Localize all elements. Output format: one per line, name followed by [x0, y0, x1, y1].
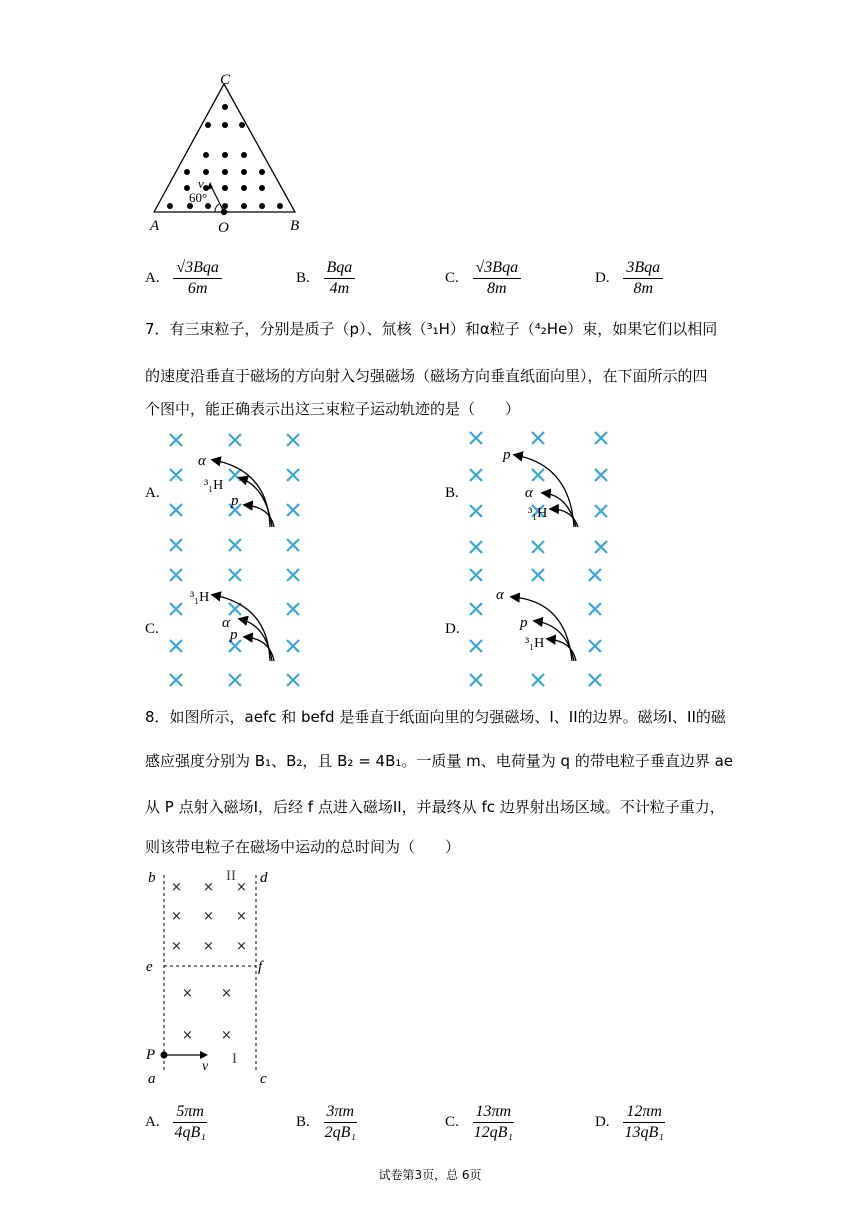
- q7-panel-b[interactable]: [470, 432, 607, 553]
- label-v: v: [202, 1059, 209, 1074]
- option-letter: C.: [445, 1113, 459, 1130]
- svg-text:×: ×: [182, 1028, 193, 1043]
- fraction-numerator: √3Bqa: [473, 258, 522, 279]
- svg-text:×: ×: [171, 880, 182, 895]
- q7-panel-a[interactable]: [170, 434, 299, 527]
- fraction-denominator: 4m: [329, 280, 350, 297]
- q8-line-4: 则该带电粒子在磁场中运动的总时间为（ ）: [145, 838, 461, 856]
- label-b: b: [148, 870, 156, 886]
- svg-text:×: ×: [203, 939, 214, 954]
- fraction-numerator: Bqa: [324, 258, 356, 279]
- fraction-denominator: 12qB₁: [473, 1124, 513, 1141]
- q6-option-b[interactable]: [296, 258, 355, 299]
- q8-line-2: 感应强度分别为 B₁、B₂，且 B₂ = 4B₁。一质量 m、电荷量为 q 的带电粒子垂直边界 ae: [145, 752, 734, 770]
- svg-text:×: ×: [236, 939, 247, 954]
- label-tritium: ³₁H: [190, 590, 210, 605]
- svg-text:×: ×: [236, 909, 247, 924]
- label-p: P: [146, 1047, 156, 1063]
- label-a: a: [148, 1071, 156, 1087]
- q7-option-b-letter[interactable]: B.: [445, 485, 459, 501]
- fraction-denominator: 6m: [187, 280, 208, 297]
- q7-panel-d[interactable]: [470, 569, 601, 686]
- fraction-denominator: 8m: [487, 280, 507, 297]
- label-proton: p: [520, 615, 528, 631]
- q7-option-c-letter[interactable]: C.: [145, 621, 159, 637]
- option-letter: A.: [145, 269, 160, 286]
- option-letter: D.: [595, 1113, 610, 1130]
- q7-option-d-letter[interactable]: D.: [445, 621, 460, 637]
- q8-option-d[interactable]: [595, 1102, 665, 1143]
- region-ii-label: II: [226, 868, 236, 884]
- fraction-numerator: 5πm: [173, 1102, 207, 1123]
- label-c: c: [260, 1071, 267, 1087]
- label-alpha: α: [496, 587, 504, 603]
- fraction-denominator: 4qB₁: [174, 1124, 206, 1141]
- q8-option-b[interactable]: [296, 1102, 357, 1143]
- option-letter: B.: [296, 1113, 310, 1130]
- label-tritium: ³₁H: [528, 506, 548, 521]
- q6-option-d[interactable]: [595, 258, 663, 299]
- vertex-b-label: B: [290, 218, 300, 234]
- region-i-label: I: [232, 1051, 237, 1067]
- label-alpha: α: [198, 453, 206, 469]
- label-alpha: α: [525, 485, 533, 501]
- q7-line-3: 个图中，能正确表示出这三束粒子运动轨迹的是（ ）: [145, 400, 521, 418]
- svg-text:×: ×: [171, 939, 182, 954]
- angle-label: 60°: [189, 190, 208, 205]
- svg-text:×: ×: [182, 986, 193, 1001]
- label-proton: p: [503, 447, 511, 463]
- q8-option-a[interactable]: [145, 1102, 207, 1143]
- svg-text:×: ×: [221, 1028, 232, 1043]
- q6-option-c[interactable]: [445, 258, 521, 299]
- svg-text:×: ×: [171, 909, 182, 924]
- label-tritium: ³₁H: [204, 478, 224, 493]
- q7-line-2: 的速度沿垂直于磁场的方向射入匀强磁场（磁场方向垂直纸面向里），在下面所示的四: [145, 367, 708, 385]
- velocity-label: v: [198, 176, 204, 191]
- q7-option-a-letter[interactable]: A.: [145, 485, 160, 501]
- label-proton: p: [230, 627, 238, 643]
- option-letter: D.: [595, 269, 610, 286]
- svg-text:×: ×: [203, 880, 214, 895]
- svg-text:×: ×: [203, 909, 214, 924]
- q8-line-3: 从 P 点射入磁场I，后经 f 点进入磁场II，并最终从 fc 边界射出场区域。不计粒子重力，: [145, 798, 725, 816]
- svg-text:×: ×: [221, 986, 232, 1001]
- label-f: f: [258, 959, 263, 975]
- vertex-a-label: A: [150, 218, 160, 234]
- option-letter: A.: [145, 1113, 160, 1130]
- fraction-numerator: 3πm: [324, 1102, 358, 1123]
- page-footer: 试卷第3页，总 6页: [378, 1168, 482, 1182]
- label-proton: p: [231, 493, 239, 509]
- label-d: d: [260, 870, 268, 886]
- q8-option-c[interactable]: [445, 1102, 514, 1143]
- fraction-numerator: 12πm: [623, 1102, 665, 1123]
- q6-option-a[interactable]: [145, 258, 222, 299]
- label-alpha: α: [222, 615, 230, 631]
- q8-line-1: 8．如图所示，aefc 和 befd 是垂直于纸面向里的匀强磁场、I、II的边界。磁场I、II的磁: [145, 708, 726, 726]
- label-tritium: ³₁H: [525, 636, 545, 651]
- origin-o-label: O: [218, 220, 229, 236]
- q7-figures: [0, 425, 860, 695]
- q7-line-1: 7．有三束粒子，分别是质子（p）、氚核（³₁H）和α粒子（⁴₂He）束，如果它们以相同: [145, 320, 718, 338]
- option-letter: B.: [296, 269, 310, 286]
- label-e: e: [146, 959, 153, 975]
- vertex-c-label: C: [220, 72, 231, 88]
- svg-text:×: ×: [236, 880, 247, 895]
- fraction-numerator: √3Bqa: [173, 258, 222, 279]
- triangle-figure: [140, 70, 320, 240]
- fraction-denominator: 8m: [633, 280, 654, 297]
- q7-panel-c[interactable]: [170, 539, 299, 686]
- q8-figure: [140, 865, 290, 1090]
- option-letter: C.: [445, 269, 459, 286]
- fraction-denominator: 2qB₁: [324, 1124, 356, 1141]
- fraction-numerator: 13πm: [473, 1102, 515, 1123]
- fraction-numerator: 3Bqa: [623, 258, 663, 279]
- fraction-denominator: 13qB₁: [624, 1124, 664, 1141]
